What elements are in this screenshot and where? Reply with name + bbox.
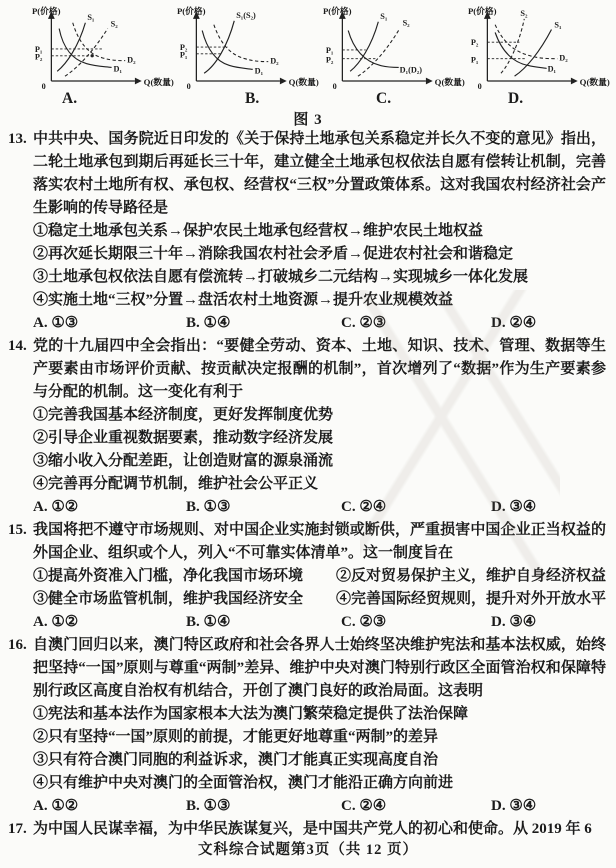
choice-d: D. ③④: [491, 614, 537, 630]
item-3: ③土地承包权依法自愿有偿流转→打破城乡二元结构→实现城乡一体化发展: [33, 269, 529, 285]
question-number: 14.: [8, 338, 27, 354]
graph-label-c: C.: [376, 90, 392, 107]
answer-choices: [33, 312, 606, 335]
supply-curve-s1: [57, 23, 85, 72]
demand-curve-d1: [203, 31, 254, 70]
answer-choices: [33, 795, 606, 818]
choice-b: B. ①④: [186, 614, 231, 630]
graph-label-a: A.: [62, 90, 78, 107]
question-items: [33, 404, 606, 496]
axis-arrow-right-icon: [426, 78, 433, 85]
s2-label: S₂: [520, 8, 528, 18]
item-2: ②只有坚持“一国”原则的前提，才能更好地尊重“两制”的差异: [33, 729, 439, 745]
item-3: ③只有符合澳门同胞的利益诉求，澳门才能真正实现高度自治: [33, 752, 439, 768]
q-axis-label: Q(数量): [434, 76, 465, 87]
s2-label: S₂: [402, 18, 410, 28]
supply-curve-s2: [65, 29, 108, 77]
question-items: [33, 565, 606, 611]
intersection-dot: [91, 54, 94, 57]
figure-caption: 图 3: [293, 112, 323, 128]
s2-label: S₂: [110, 19, 118, 29]
p-axis-label: P(价格): [467, 6, 497, 16]
item-2: ②引导企业重视数据要素，推动数字经济发展: [33, 430, 334, 446]
choice-d: D. ③④: [491, 499, 537, 515]
q-axis-label: Q(数量): [143, 76, 174, 87]
question-number: 13.: [8, 131, 27, 147]
q-axis-label: Q(数量): [288, 76, 320, 87]
d1-label: D₁: [113, 64, 122, 74]
item-1: ①提高外资准入门槛，净化我国市场环境: [33, 568, 304, 584]
p-axis-label: P(价格): [177, 6, 206, 16]
p-axis-label: P(价格): [31, 6, 61, 16]
item-2: ②反对贸易保护主义，维护自身经济权益: [336, 568, 607, 584]
question-16: [8, 634, 606, 818]
choice-c: C. ②④: [341, 499, 387, 515]
d2-label: D₂: [559, 53, 568, 63]
question-stem: 党的十九届四中全会指出：“要健全劳动、资本、土地、知识、技术、管理、数据等生产要素由市场评价贡献、按贡献决定报酬的机制”，首次增列了“数据”作为生产要素参与分配的机制。这一变化有利于: [33, 338, 606, 400]
item-3: ③缩小收入分配差距，让创造财富的源泉涌流: [33, 453, 334, 469]
s1-label: S₁(S₂): [236, 10, 257, 20]
price-bottom-label: P₁: [470, 55, 479, 65]
demand-curve-d2: [214, 25, 268, 62]
item-4: ④只有维护中央对澳门的全面管治权，澳门才能沿正确方向前进: [33, 775, 454, 791]
axis-arrow-right-icon: [135, 78, 142, 85]
d2-label: D₂: [270, 56, 279, 66]
s1-label: S₁: [379, 11, 387, 21]
graph-label-b: B.: [245, 90, 260, 107]
choice-a: A. ①②: [33, 499, 79, 515]
price-top-label: P₂: [180, 42, 188, 52]
choice-d: D. ②④: [491, 315, 537, 331]
p-axis-label: P(价格): [322, 6, 352, 16]
choice-b: B. ①③: [186, 499, 231, 515]
item-1: ①宪法和基本法作为国家根本大法为澳门繁荣稳定提供了法治保障: [33, 706, 469, 722]
choice-c: C. ②③: [341, 315, 387, 331]
origin-label: 0: [332, 81, 337, 91]
question-list: [0, 127, 616, 841]
answer-choices: [33, 611, 606, 634]
d1-label: D₁: [254, 66, 264, 76]
item-4: ④实施土地“三权”分置→盘活农村土地资源→提升农业规模效益: [33, 292, 454, 308]
origin-label: 0: [477, 81, 482, 91]
item-1: ①稳定土地承包关系→保护农民土地承包经营权→维护农民土地权益: [33, 223, 484, 239]
price-bottom-label: P₂: [34, 52, 43, 62]
page-footer: 文科综合试题第3页（共 12 页）: [198, 842, 418, 858]
choice-a: A. ①③: [33, 315, 79, 331]
s1-label: S₁: [87, 12, 95, 22]
question-stem: 为中国人民谋幸福，为中华民族谋复兴，是中国共产党人的初心和使命。从 2019 年 6: [33, 821, 592, 837]
graph-label-d: D.: [508, 90, 524, 107]
choice-c: C. ②③: [341, 614, 387, 630]
choice-b: B. ①④: [186, 315, 231, 331]
s1-label: S₁: [554, 20, 562, 30]
supply-demand-graph-b: [175, 4, 320, 92]
question-stem: 中共中央、国务院近日印发的《关于保持土地承包关系稳定并长久不变的意见》指出，二轮土地承包到期后再延长三十年，建立健全土地承包权依法自愿有偿转让机制，完善落实农村土地所有权、承包权、经营权“三权”分置政策体系。这对我国农村经济社会产生影响的传导路径是: [33, 131, 606, 216]
item-4: ④完善再分配调节机制，维护社会公平正义: [33, 476, 319, 492]
d2-label: D₂: [127, 55, 136, 65]
choice-a: A. ①②: [33, 614, 79, 630]
question-15: [8, 519, 606, 634]
axis-arrow-right-icon: [571, 78, 578, 85]
axis-arrow-right-icon: [280, 78, 287, 85]
graph-option-labels: [0, 90, 616, 108]
q-axis-label: Q(数量): [579, 76, 610, 87]
price-bottom-label: P₂: [325, 55, 334, 65]
price-top-label: P₁: [34, 44, 43, 54]
question-stem: 自澳门回归以来，澳门特区政府和社会各界人士始终坚决维护宪法和基本法权威，始终把坚持“一国”原则与尊重“两制”差异、维护中央对澳门特别行政区全面管治权和保障特别行政区高度自治权有机结合，开创了澳门良好的政治局面。这表明: [33, 637, 606, 699]
choice-b: B. ①③: [186, 798, 231, 814]
choice-a: A. ①②: [33, 798, 79, 814]
price-top-label: P₂: [470, 38, 479, 48]
item-2: ②再次延长期限三十年→消除我国农村社会矛盾→促进农村社会和谐稳定: [33, 246, 514, 262]
d1-label: D₁: [547, 64, 557, 74]
question-14: [8, 335, 606, 519]
supply-curve-s2: [501, 19, 524, 73]
supply-demand-graph-a: [30, 4, 174, 92]
question-number: 17.: [8, 821, 27, 837]
question-items: [33, 703, 606, 795]
question-stem: 我国将把不遵守市场规则、对中国企业实施封锁或断供，严重损害中国企业正当权益的外国企业、组织或个人，列入“不可靠实体清单”。这一制度旨在: [33, 522, 606, 561]
origin-label: 0: [186, 81, 192, 91]
item-4: ④完善国际经贸规则，提升对外开放水平: [336, 591, 607, 607]
supply-demand-graph-d: [466, 4, 610, 92]
price-top-label: P₁: [325, 45, 334, 55]
choice-c: C. ②④: [341, 798, 387, 814]
figure-3-graphs: [0, 0, 616, 90]
supply-demand-graph-c: [321, 4, 465, 92]
d1d2-label: D₁(D₂): [399, 65, 422, 75]
supply-curve-s2: [358, 29, 400, 77]
question-13: [8, 128, 606, 335]
question-items: [33, 220, 606, 312]
origin-label: 0: [41, 81, 46, 91]
answer-choices: [33, 496, 606, 519]
question-number: 15.: [8, 522, 27, 538]
choice-d: D. ③④: [491, 798, 537, 814]
item-3: ③健全市场监管机制，维护我国经济安全: [33, 591, 304, 607]
demand-curve-d2: [495, 25, 557, 59]
question-number: 16.: [8, 637, 27, 653]
price-bottom-label: P₁: [180, 50, 188, 60]
item-1: ①完善我国基本经济制度，更好发挥制度优势: [33, 407, 334, 423]
